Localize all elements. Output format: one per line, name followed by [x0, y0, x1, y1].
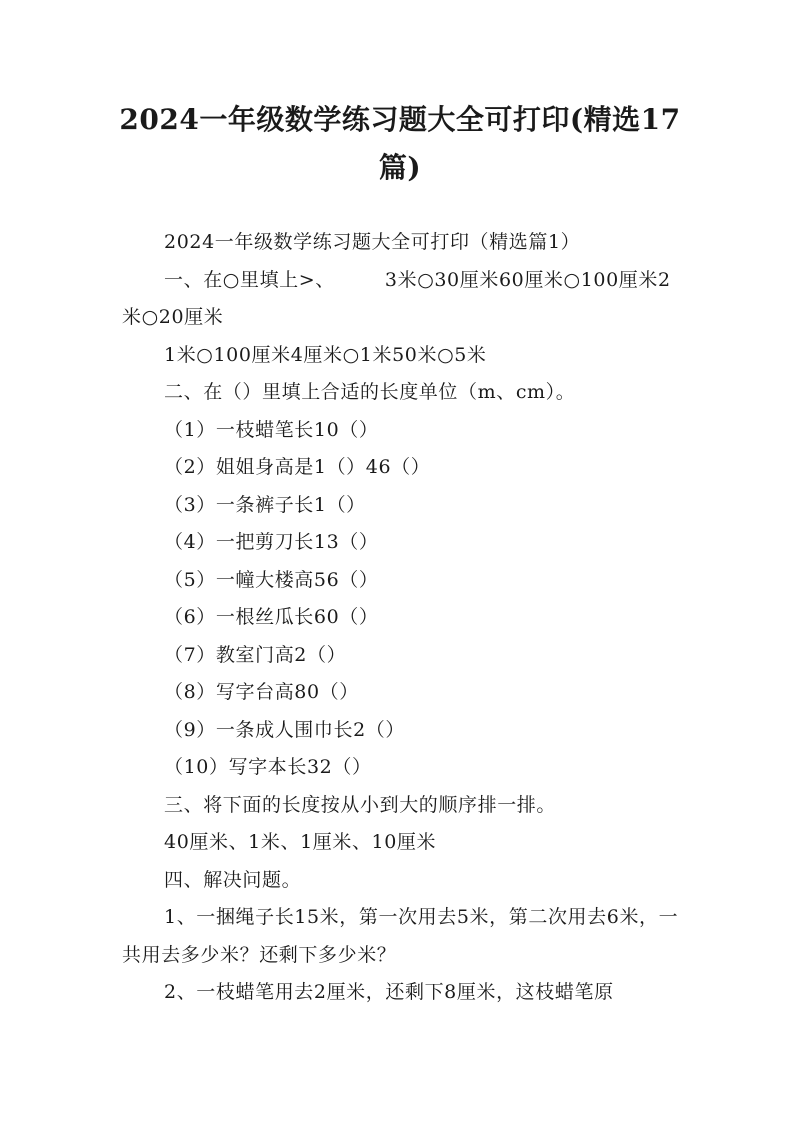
section2-item-9: （9）一条成人围巾长2（）	[164, 718, 405, 741]
section2-item-8: （8）写字台高80（）	[164, 681, 359, 703]
section2-head: 二、在（）里填上合适的长度单位（m、cm）。	[164, 381, 576, 403]
section2-item-5: （5）一幢大楼高56（）	[164, 568, 379, 591]
section2-item-2: （2）姐姐身高是1（）46（）	[164, 456, 431, 478]
section1-head: 一、在○里填上>、	[164, 268, 335, 291]
document-body	[122, 224, 682, 1012]
section4-question-1: 1、一捆绳子长15米，第一次用去5米，第二次用去6米，一共用去多少米？还剩下多少米？	[122, 906, 679, 966]
section2-item-10: （10）写字本长32（）	[164, 756, 372, 778]
section3-head: 三、将下面的长度按从小到大的顺序排一排。	[164, 793, 557, 816]
subtitle-line: 2024一年级数学练习题大全可打印（精选篇1）	[164, 231, 581, 253]
section2-item-1: （1）一枝蜡笔长10（）	[164, 418, 379, 441]
section2-item-7: （7）教室门高2（）	[164, 643, 347, 666]
section4-question-2: 2、一枝蜡笔用去2厘米，还剩下8厘米，这枝蜡笔原	[164, 981, 614, 1003]
section2-item-4: （4）一把剪刀长13（）	[164, 531, 379, 553]
section1-paragraph	[122, 262, 682, 337]
section2-item-3: （3）一条裤子长1（）	[164, 493, 366, 516]
section3-items: 40厘米、1米、1厘米、10厘米	[164, 831, 437, 853]
section4-head: 四、解决问题。	[164, 868, 302, 891]
document-title: 2024一年级数学练习题大全可打印(精选17篇)	[119, 103, 681, 184]
section1-items-line1: 3米○30厘米60厘米○100厘米2米○20厘米	[122, 268, 671, 328]
section1-items-line2: 1米○100厘米4厘米○1米50米○5米	[164, 343, 487, 366]
section2-item-6: （6）一根丝瓜长60（）	[164, 606, 379, 628]
